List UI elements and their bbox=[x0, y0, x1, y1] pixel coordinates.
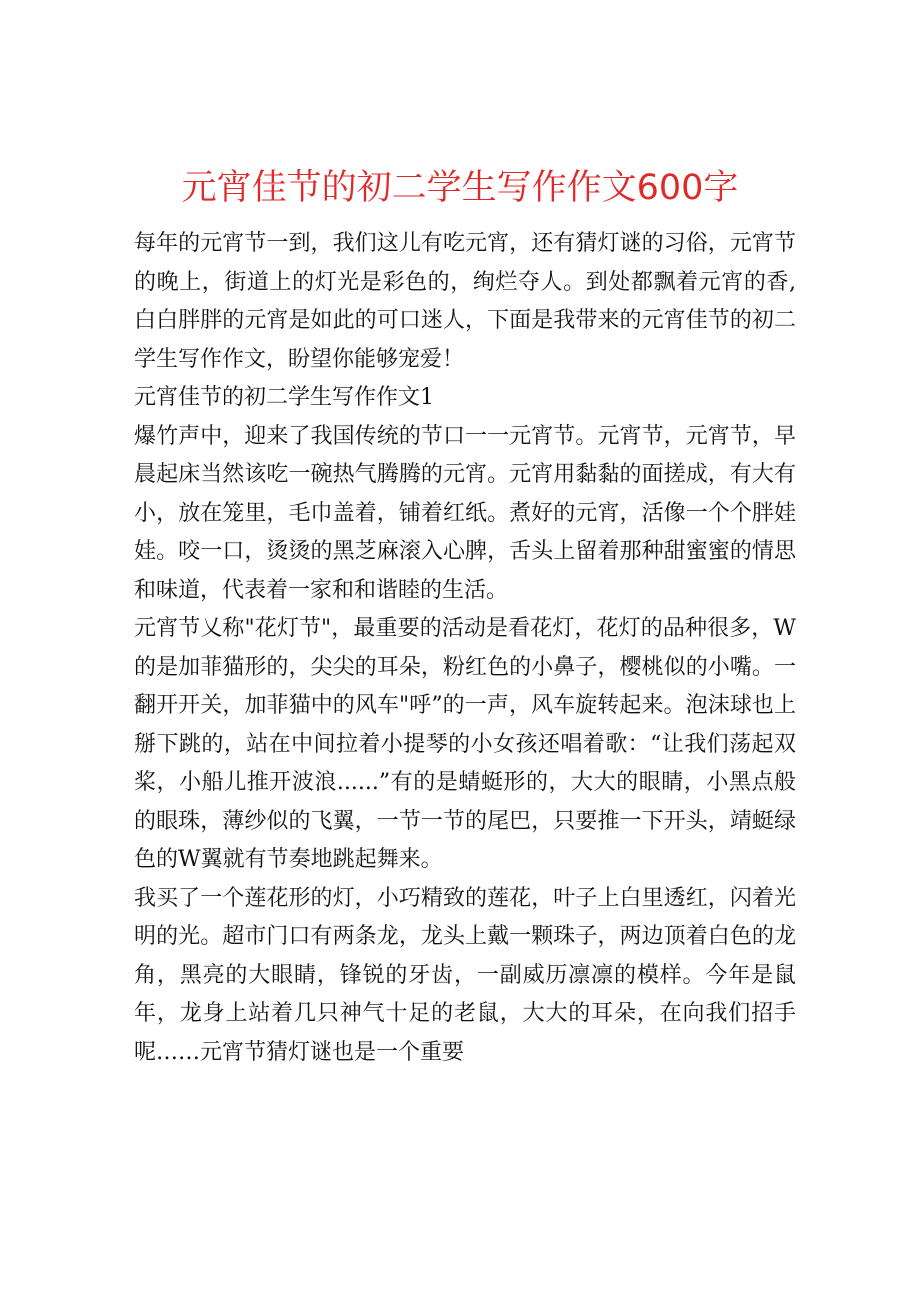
body-paragraph: 爆竹声中，迎来了我国传统的节口一一元宵节。元宵节，元宵节，早晨起床当然该吃一碗热气腾腾的元宵。元宵用黏黏的面搓成，有大有小，放在笼里，毛巾盖着，铺着红纸。煮好的元宵，活像一个个胖娃娃。咬一口，烫烫的黑芝麻滚入心脾，舌头上留着那种甜蜜蜜的情思和味道，代表着一家和和谐睦的生活。 bbox=[134, 423, 796, 603]
document-title: 元宵佳节的初二学生写作作文600字 bbox=[181, 168, 739, 209]
intro-paragraph: 每年的元宵节一到，我们这儿有吃元宵，还有猜灯谜的习俗，元宵节的晚上，街道上的灯光是彩色的，绚烂夺人。到处都飘着元宵的香,白白胖胖的元宵是如此的可口迷人，下面是我带来的元宵佳节的初二学生写作作文，盼望你能够宠爱！ bbox=[134, 231, 796, 372]
body-paragraph: 元宵节乂称"花灯节"，最重要的活动是看花灯，花灯的品种很多，W的是加菲猫形的，尖尖的耳朵，粉红色的小鼻子，樱桃似的小嘴。一翻开开关，加菲猫中的风车"呼”的一声，风车旋转起来。泡沫球也上掰下跳的，站在中间拉着小提琴的小女孩还唱着歌：“让我们荡起双桨，小船儿推开波浪......”有的是蜻蜓形的，大大的眼睛，小黑点般的眼珠，薄纱似的飞翼，一节一节的尾巴，只要推一下开头，靖蜓绿色的W翼就有节奏地跳起舞来。 bbox=[134, 616, 796, 872]
essay-heading: 元宵佳节的初二学生写作作文1 bbox=[134, 385, 434, 410]
body-paragraph: 我买了一个莲花形的灯，小巧精致的莲花，叶子上白里透红，闪着光明的光。超市门口有两条龙，龙头上戴一颗珠子，两边顶着白色的龙角，黑亮的大眼睛，锋锐的牙齿，一副威历凛凛的模样。今年是鼠年，龙身上站着几只神气十足的老鼠，大大的耳朵，在向我们招手呢……元宵节猜灯谜也是一个重要 bbox=[134, 885, 796, 1065]
document-body bbox=[134, 225, 796, 1072]
